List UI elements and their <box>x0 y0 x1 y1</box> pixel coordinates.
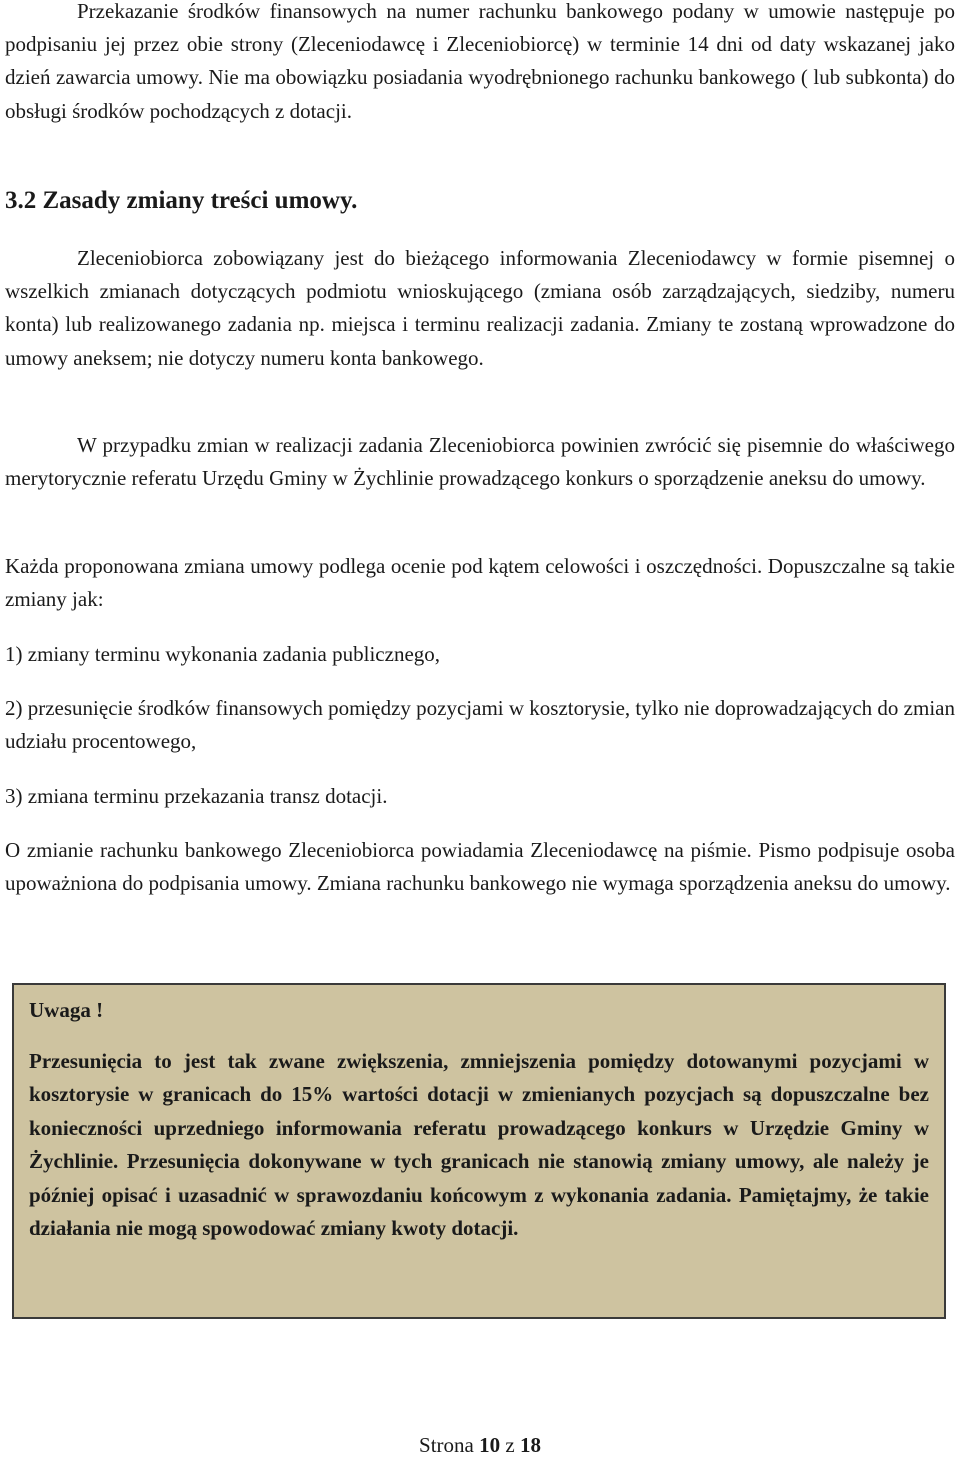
list-item-2: 2) przesunięcie środków finansowych pomiędzy pozycjami w kosztorysie, tylko nie doprowadzających do zmian udziału procentowego, <box>5 696 955 754</box>
list-item-1: 1) zmiany terminu wykonania zadania publicznego, <box>5 642 441 666</box>
footer-separator: z <box>505 1433 515 1457</box>
section-heading: 3.2 Zasady zmiany treści umowy. <box>5 187 358 214</box>
notice-title: Uwaga ! <box>29 998 104 1022</box>
paragraph-assessment: Każda proponowana zmiana umowy podlega ocenie pod kątem celowości i oszczędności. Dopuszczalne są takie zmiany jak: <box>5 554 955 612</box>
footer-prefix: Strona <box>419 1433 474 1457</box>
footer-current-page: 10 <box>479 1433 501 1457</box>
paragraph-inform-obligation: Zleceniobiorca zobowiązany jest do bieżącego informowania Zleceniodawcy w formie pisemnej o wszelkich zmianach dotyczących podmiotu wnioskującego (zmiana osób zarządzających, siedziby, numeru konta) lub realizowanego zadania np. miejsca i terminu realizacji zadania. Zmiany te zostaną wprowadzone do umowy aneksem; nie dotyczy numeru konta bankowego. <box>5 246 955 370</box>
paragraph-funds-transfer: Przekazanie środków finansowych na numer rachunku bankowego podany w umowie następuje po podpisaniu jej przez obie strony (Zleceniodawcę i Zleceniobiorcę) w terminie 14 dni od daty wskazanej jako dzień zawarcia umowy. Nie ma obowiązku posiadania wyodrębnionego rachunku bankowego ( lub subkonta) do obsługi środków pochodzących z dotacji. <box>5 0 955 123</box>
footer-total-pages: 18 <box>519 1433 541 1457</box>
notice-body: Przesunięcia to jest tak zwane zwiększenia, zmniejszenia pomiędzy dotowanymi pozycjami w kosztorysie w granicach do 15% wartości dotacji w zmienianych pozycjach są dopuszczalne bez konieczności uprzedniego informowania referatu prowadzącego konkurs w Urzędzie Gminy w Żychlinie. Przesunięcia dokonywane w tych granicach nie stanowią zmiany umowy, ale należy je później opisać i uzasadnić w sprawozdaniu końcowym z wykonania zadania. Pamiętajmy, że takie działania nie mogą spowodować zmiany kwoty dotacji. <box>29 1049 929 1241</box>
page-number-footer <box>0 1430 960 1460</box>
list-item-3: 3) zmiana terminu przekazania transz dotacji. <box>5 784 388 808</box>
paragraph-bank-change: O zmianie rachunku bankowego Zleceniobiorca powiadamia Zleceniodawcę na piśmie. Pismo podpisuje osoba upoważniona do podpisania umowy. Zmiana rachunku bankowego nie wymaga sporządzenia aneksu do umowy. <box>5 838 955 896</box>
paragraph-changes-procedure: W przypadku zmian w realizacji zadania Zleceniobiorca powinien zwrócić się pisemnie do właściwego merytorycznie referatu Urzędu Gminy w Żychlinie prowadzącego konkurs o sporządzenie aneksu do umowy. <box>5 433 955 491</box>
warning-notice-box <box>12 983 946 1319</box>
